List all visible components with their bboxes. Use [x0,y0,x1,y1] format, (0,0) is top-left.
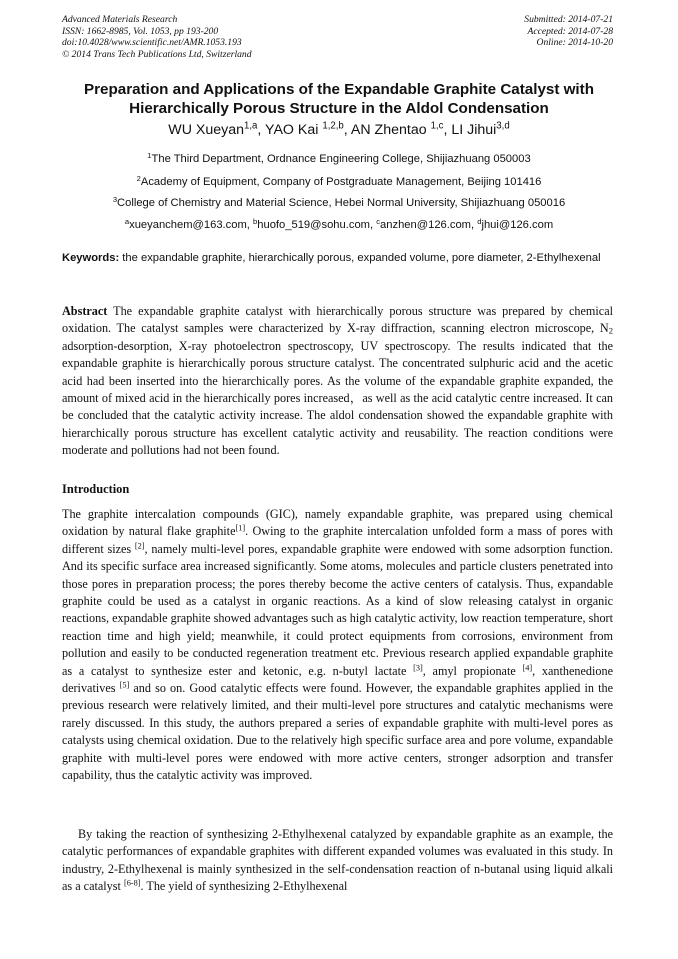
email-address: jhui@126.com [481,219,554,231]
introduction-paragraph-1 [62,506,613,785]
citation-mark: [6-8] [123,878,141,888]
author-name: LI Jihui [451,122,497,138]
citation-mark: [3] [413,663,423,673]
submitted-date: Submitted: 2014-07-21 [524,14,613,25]
keywords-text: the expandable graphite, hierarchically porous, expanded volume, pore diameter, 2-Ethylhexenal [119,252,601,264]
abstract: Abstract The expandable graphite catalyst with hierarchically porous structure was prepared by chemical oxidation. The catalyst samples were characterized by X-ray diffraction, scanning electron microscope, $N_2$ adsorption-desorption, X-ray photoelectron spectroscopy, UV spectroscopy. The results indicated that the expandable graphite is hierarchically porous structure catalyst. The concentrated sulphuric acid and the acetic acid had been inserted into the hierarchically pores. As the volume of the expandable graphite expanded, the amount of mixed acid in the hierarchically pores increased，as well as the acid catalytic centre increased. It can be concluded that the catalytic activity increase. The aldol condensation showed the expandable graphite with hierarchically porous structure has excellent catalytic activity and reusability. The reaction conditions were moderate and pollutions had not been found. [62,304,613,458]
author-affiliation-mark: 1,c [430,120,444,132]
section-heading-introduction: Introduction [62,482,130,496]
paragraph-text: , namely multi-level pores, expandable graphite were endowed with some adsorption function. And its specific surface area increased significantly. Some atoms, molecules and particle clusters penetrated into those pores in preparation process; the pores thereby become the active centers of catalysis. Thus, expandable graphite could be used as a catalyst in organic reactions. As a kind of slow releasing catalyst in organic reactions, expandable graphite showed advantages such as high catalytic activity, low reaction temperature, short reaction time and high yield; meanwhile, it could protect equipments from corrosions, environment from pollution and easily to be conducted regeneration treatment etc. Previous research applied expandable graphite as a catalyst to synthesize ester and ketonic, e.g. n-butyl lactate [62,541,613,678]
author-name: AN Zhentao [350,122,431,138]
introduction-paragraph-2 [62,826,613,896]
doi-line: doi:10.4028/www.scientific.net/AMR.1053.193 [62,37,242,49]
email-list: $^a$xueyanchem@163.com, $^b$huofo_519@sohu.com, $^c$anzhen@126.com, $^d$jhui@126.com [124,216,554,231]
paragraph-text: The graphite intercalation compounds (GIC), namely expandable graphite, was prepared using chemical oxidation by natural flake graphite [62,507,613,539]
online-date: Online: 2014-10-20 [536,37,613,49]
paragraph-text: By taking the reaction of synthesizing 2-Ethylhexenal catalyzed by expandable graphite as an example, the catalytic performances of expandable graphites with different expanded volumes was evaluated in this study. In industry, 2-Ethylhexenal is mainly synthesized in the self-condensation reaction of n-butanal using liquid alkali as a catalyst [62,827,613,894]
issn-line: ISSN: 1662-8985, Vol. 1053, pp 193-200 [62,25,219,37]
journal-header-left [62,14,252,60]
email-address: anzhen@126.com, [380,219,478,231]
affiliation-2: $^2$Academy of Equipment, Company of Postgraduate Management, Beijing 101416 [136,173,542,188]
author-name: WU Xueyan [168,122,244,138]
paragraph-text: and so on. Good catalytic effects were found. However, the expandable graphites applied in the previous research were relatively limited, and their multi-level pore structures and catalytic mechanisms were rarely discussed. In this study, the authors prepared a series of expandable graphite with multi-level pores as catalysts using chemical oxidation. Due to the relatively high specific surface area and pore volume, expandable graphite with multi-level pores were endowed with more active centers, stronger adsorption and transfer capability, thus the catalytic activity was improved. [62,681,613,783]
paper-title: Preparation and Applications of the Expandable Graphite Catalyst with Hierarchically Porous Structure in the Aldol Condensation [84,81,594,117]
keywords-label: Keywords: [62,252,120,264]
affiliation-1: $^1$The Third Department, Ordnance Engineering College, Shijiazhuang 050003 [147,150,531,165]
citation-mark: [2] [134,541,145,551]
author-list: WU Xueyan$^{1,a}$, YAO Kai $^{1,2,b}$, AN Zhentao $^{1,c}$, LI Jihui$^{3,d}$ [168,120,510,138]
email-address: huofo_519@sohu.com, [257,219,377,231]
paragraph-text: , amyl propionate [422,663,523,678]
paragraph-text: . Owing to the graphite intercalation unfolded form a mass of pores with different sizes [62,524,613,556]
email-address: xueyanchem@163.com, [129,219,254,231]
copyright-line: © 2014 Trans Tech Publications Ltd, Switzerland [62,48,252,60]
journal-name: Advanced Materials Research [62,14,178,25]
citation-mark: [1] [235,523,246,533]
citation-mark: [5] [119,680,130,690]
paragraph-text: . The yield of synthesizing 2-Ethylhexenal [140,879,348,894]
journal-header-right [524,14,613,49]
author-affiliation-mark: 3,d [496,120,510,132]
abstract-label: Abstract [62,304,108,318]
accepted-date: Accepted: 2014-07-28 [527,25,613,37]
citation-mark: [4] [522,663,533,673]
author-affiliation-mark: 1,a [244,120,258,132]
affiliation-3: $^3$College of Chemistry and Material Science, Hebei Normal University, Shijiazhuang 050016 [112,194,566,209]
keywords [62,251,613,265]
author-name: YAO Kai [265,122,323,138]
paragraph-text: , xanthenedione derivatives [62,663,613,696]
author-affiliation-mark: 1,2,b [322,120,344,132]
